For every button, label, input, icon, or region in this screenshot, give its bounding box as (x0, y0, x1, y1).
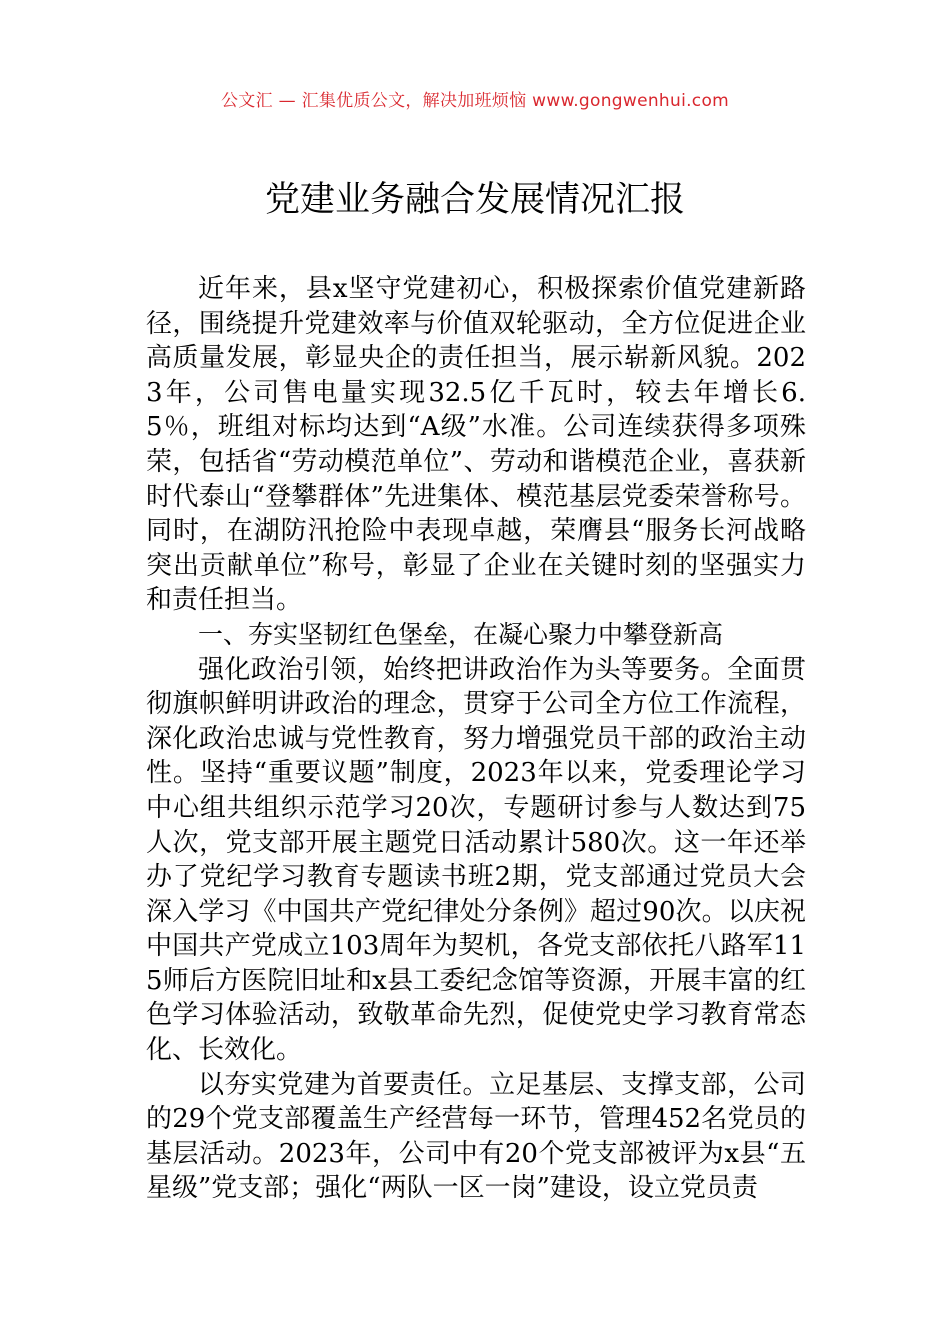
document-title: 党建业务融合发展情况汇报 (264, 180, 685, 220)
paragraph-intro: 近年来，县x坚守党建初心，积极探索价值党建新路径，围绕提升党建效率与价值双轮驱动，全方位促进企业高质量发展，彰显央企的责任担当，展示崭新风貌。2023年，公司售电量实现32.5亿千瓦时，较去年增长6.5％，班组对标均达到“A级”水准。公司连续获得多项殊荣，包括省“劳动模范单位”、劳动和谐模范企业，喜获新时代泰山“登攀群体”先进集体、模范基层党委荣誉称号。同时，在湖防汛抢险中表现卓越，荣膺县“服务长河战略突出贡献单位”称号，彰显了企业在关键时刻的坚强实力和责任担当。 (146, 274, 806, 616)
section-heading-1: 一、夯实坚韧红色堡垒，在凝心聚力中攀登新高 (198, 619, 724, 649)
document-body (146, 272, 806, 1206)
paragraph-political-leadership: 强化政治引领，始终把讲政治作为头等要务。全面贯彻旗帜鲜明讲政治的理念，贯穿于公司全方位工作流程，深化政治忠诚与党性教育，努力增强党员干部的政治主动性。坚持“重要议题”制度，2023年以来，党委理论学习中心组共组织示范学习20次，专题研讨参与人数达到75人次，党支部开展主题党日活动累计580次。这一年还举办了党纪学习教育专题读书班2期，党支部通过党员大会深入学习《中国共产党纪律处分条例》超过90次。以庆祝中国共产党成立103周年为契机，各党支部依托八路军115师后方医院旧址和x县工委纪念馆等资源，开展丰富的红色学习体验活动，致敬革命先烈，促使党史学习教育常态化、长效化。 (146, 654, 806, 1066)
paragraph-party-building: 以夯实党建为首要责任。立足基层、支撑支部，公司的29个党支部覆盖生产经营每一环节，管理452名党员的基层活动。2023年，公司中有20个党支部被评为x县“五星级”党支部；强化“两队一区一岗”建设，设立党员责 (146, 1069, 806, 1204)
site-watermark-header: 公文汇 — 汇集优质公文，解决加班烦恼 www.gongwenhui.com (220, 91, 730, 111)
